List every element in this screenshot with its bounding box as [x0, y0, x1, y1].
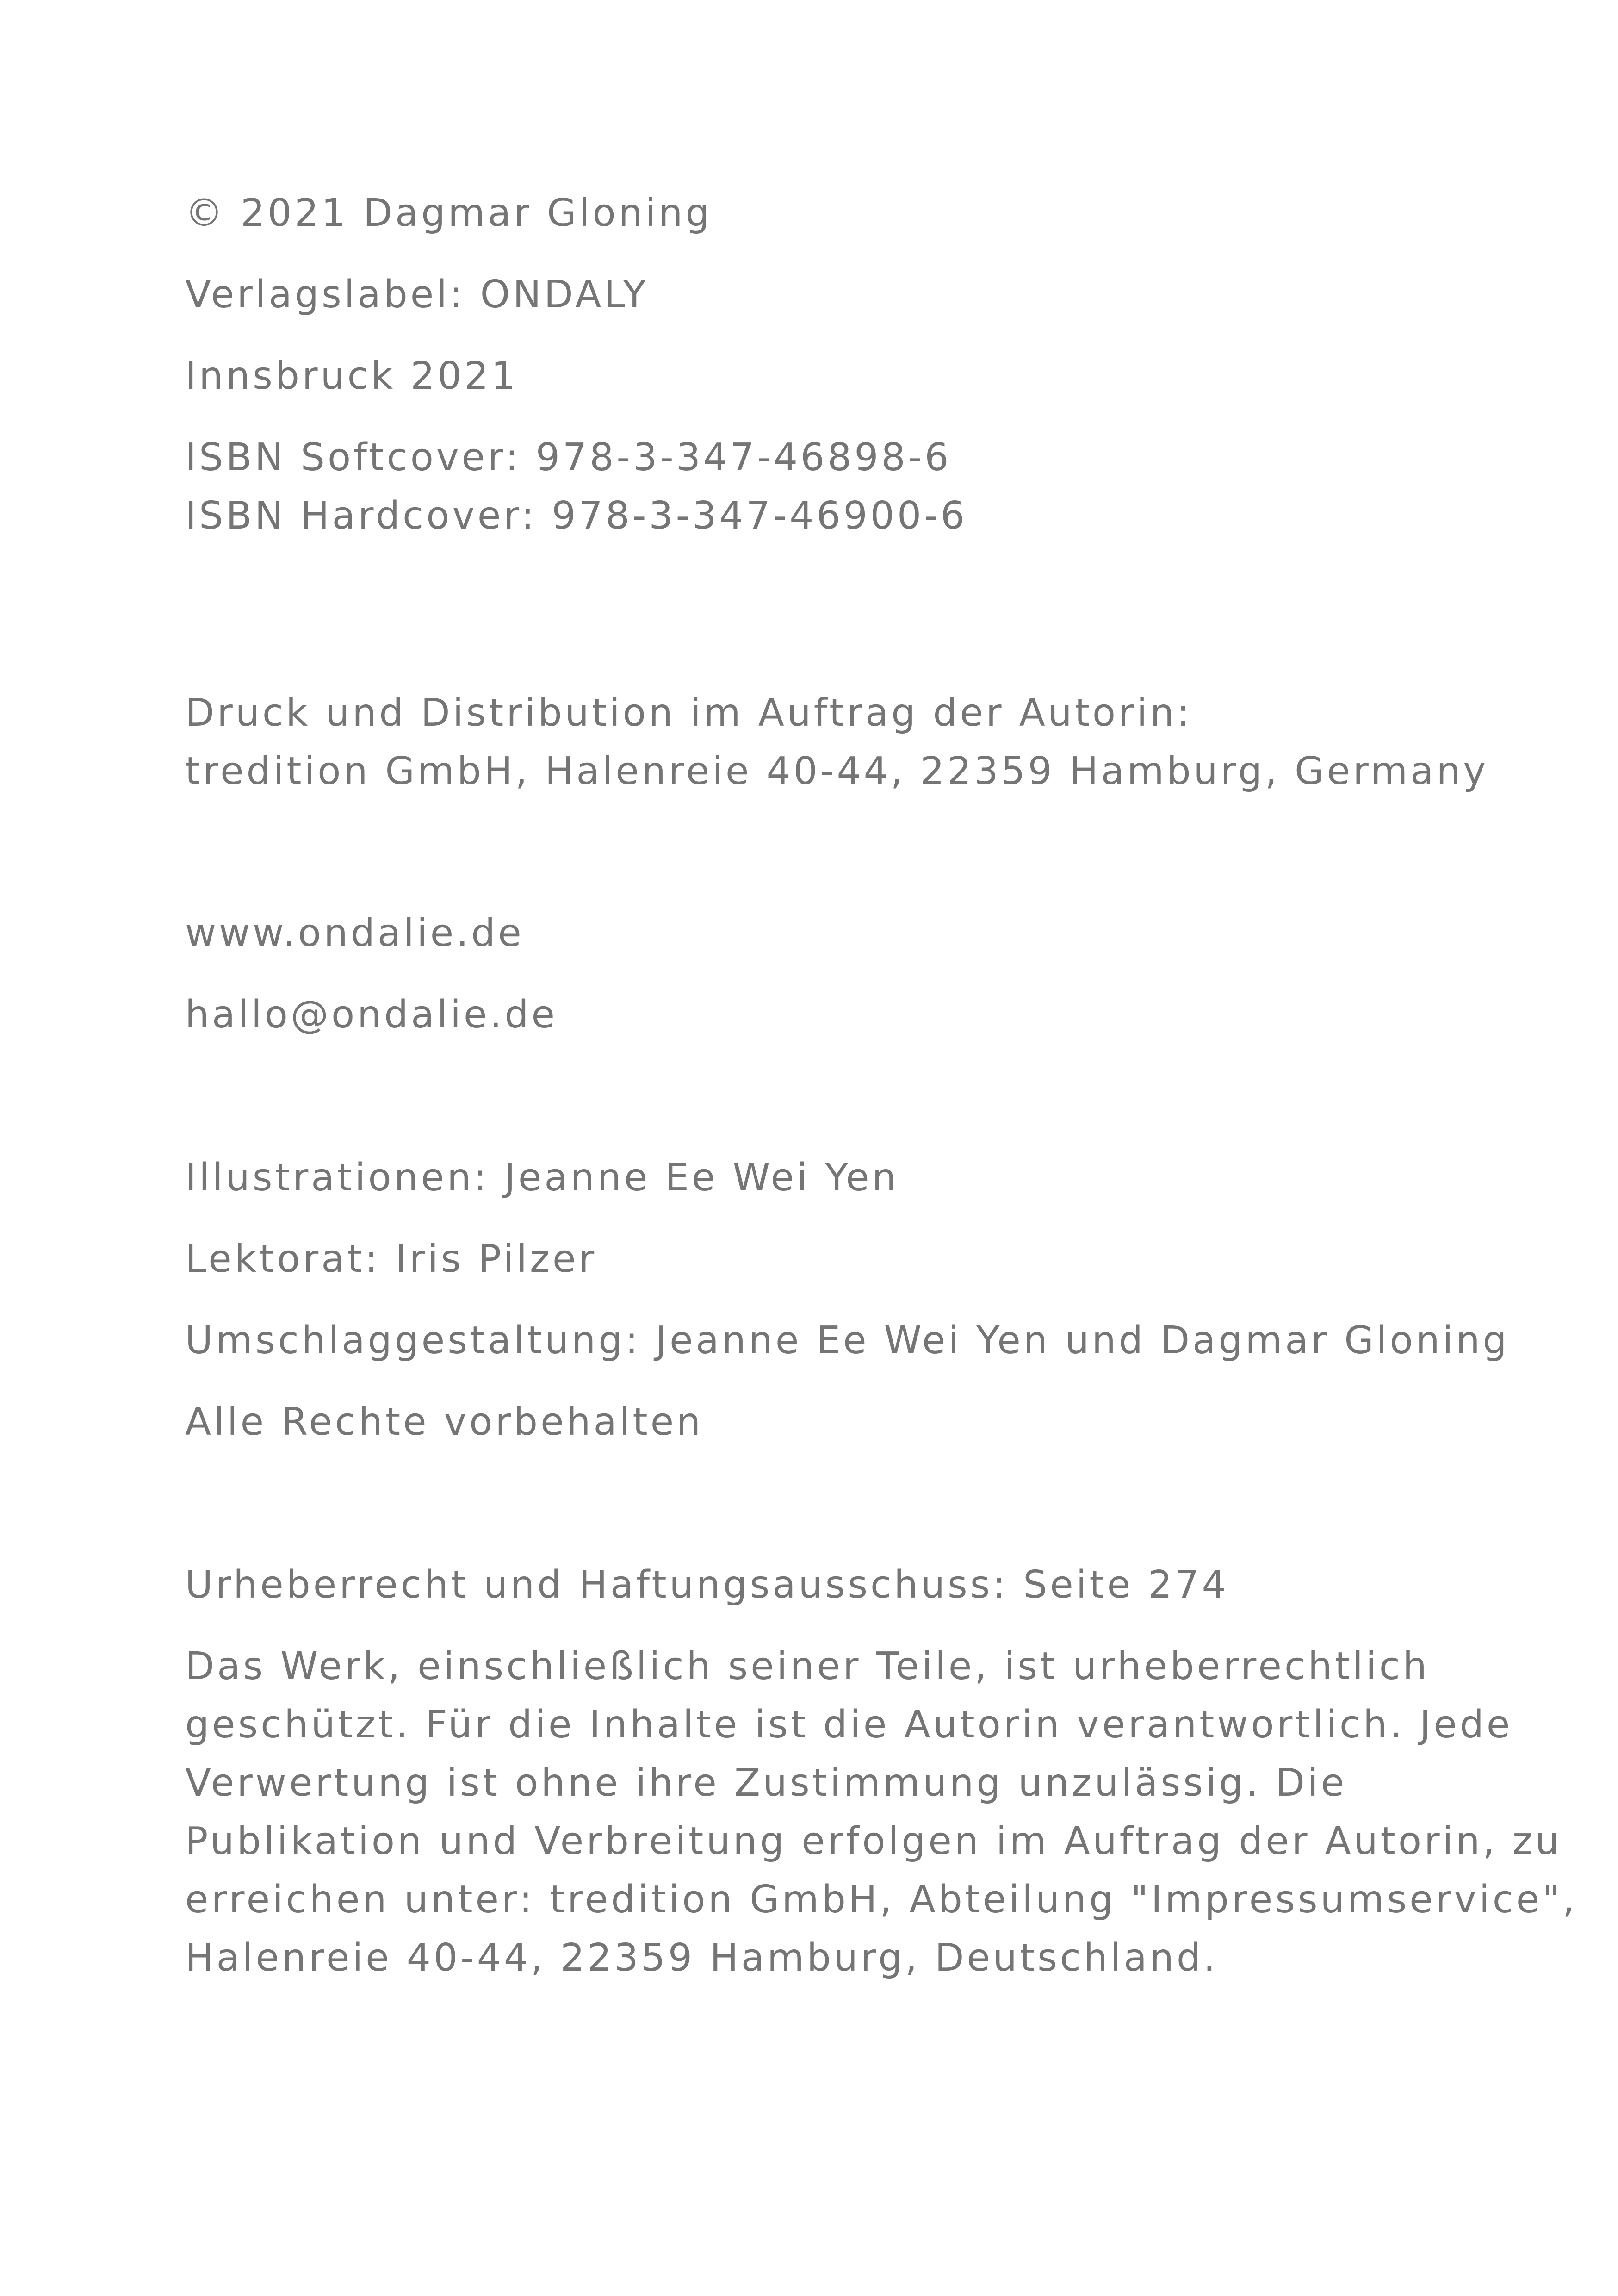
isbn-block	[185, 429, 1476, 545]
isbn-hardcover: ISBN Hardcover: 978-3-347-46900-6	[185, 494, 967, 538]
distribution-address: tredition GmbH, Halenreie 40-44, 22359 Hamburg, Germany	[185, 749, 1488, 793]
legal-line: Halenreie 40-44, 22359 Hamburg, Deutschland.	[185, 1936, 1218, 1980]
legal-line: Publikation und Verbreitung erfolgen im Auftrag der Autorin, zu	[185, 1819, 1562, 1863]
isbn-softcover: ISBN Softcover: 978-3-347-46898-6	[185, 436, 952, 479]
legal-line: Das Werk, einschließlich seiner Teile, ist urheberrechtlich	[185, 1644, 1430, 1688]
editing-credit: Lektorat: Iris Pilzer	[185, 1237, 597, 1281]
publisher-label: Verlagslabel: ONDALY	[185, 273, 649, 317]
legal-heading: Urheberrecht und Haftungsausschuss: Seite 274	[185, 1563, 1229, 1607]
distribution-block	[185, 684, 1488, 801]
rights-notice: Alle Rechte vorbehalten	[185, 1400, 704, 1444]
legal-paragraph	[185, 1637, 1578, 1987]
place-year: Innsbruck 2021	[185, 354, 518, 398]
copyright-line: © 2021 Dagmar Gloning	[185, 191, 713, 235]
imprint-page	[185, 0, 1578, 2296]
email-link[interactable]: hallo@ondalie.de	[185, 993, 558, 1037]
distribution-heading: Druck und Distribution im Auftrag der Autorin:	[185, 691, 1193, 735]
legal-line: Verwertung ist ohne ihre Zustimmung unzulässig. Die	[185, 1761, 1347, 1805]
legal-line: erreichen unter: tredition GmbH, Abteilung "Impressumservice",	[185, 1878, 1578, 1922]
website-link[interactable]: www.ondalie.de	[185, 911, 524, 955]
legal-line: geschützt. Für die Inhalte ist die Autorin verantwortlich. Jede	[185, 1703, 1513, 1747]
cover-design-credit: Umschlaggestaltung: Jeanne Ee Wei Yen und Dagmar Gloning	[185, 1319, 1510, 1363]
illustrations-credit: Illustrationen: Jeanne Ee Wei Yen	[185, 1156, 899, 1200]
